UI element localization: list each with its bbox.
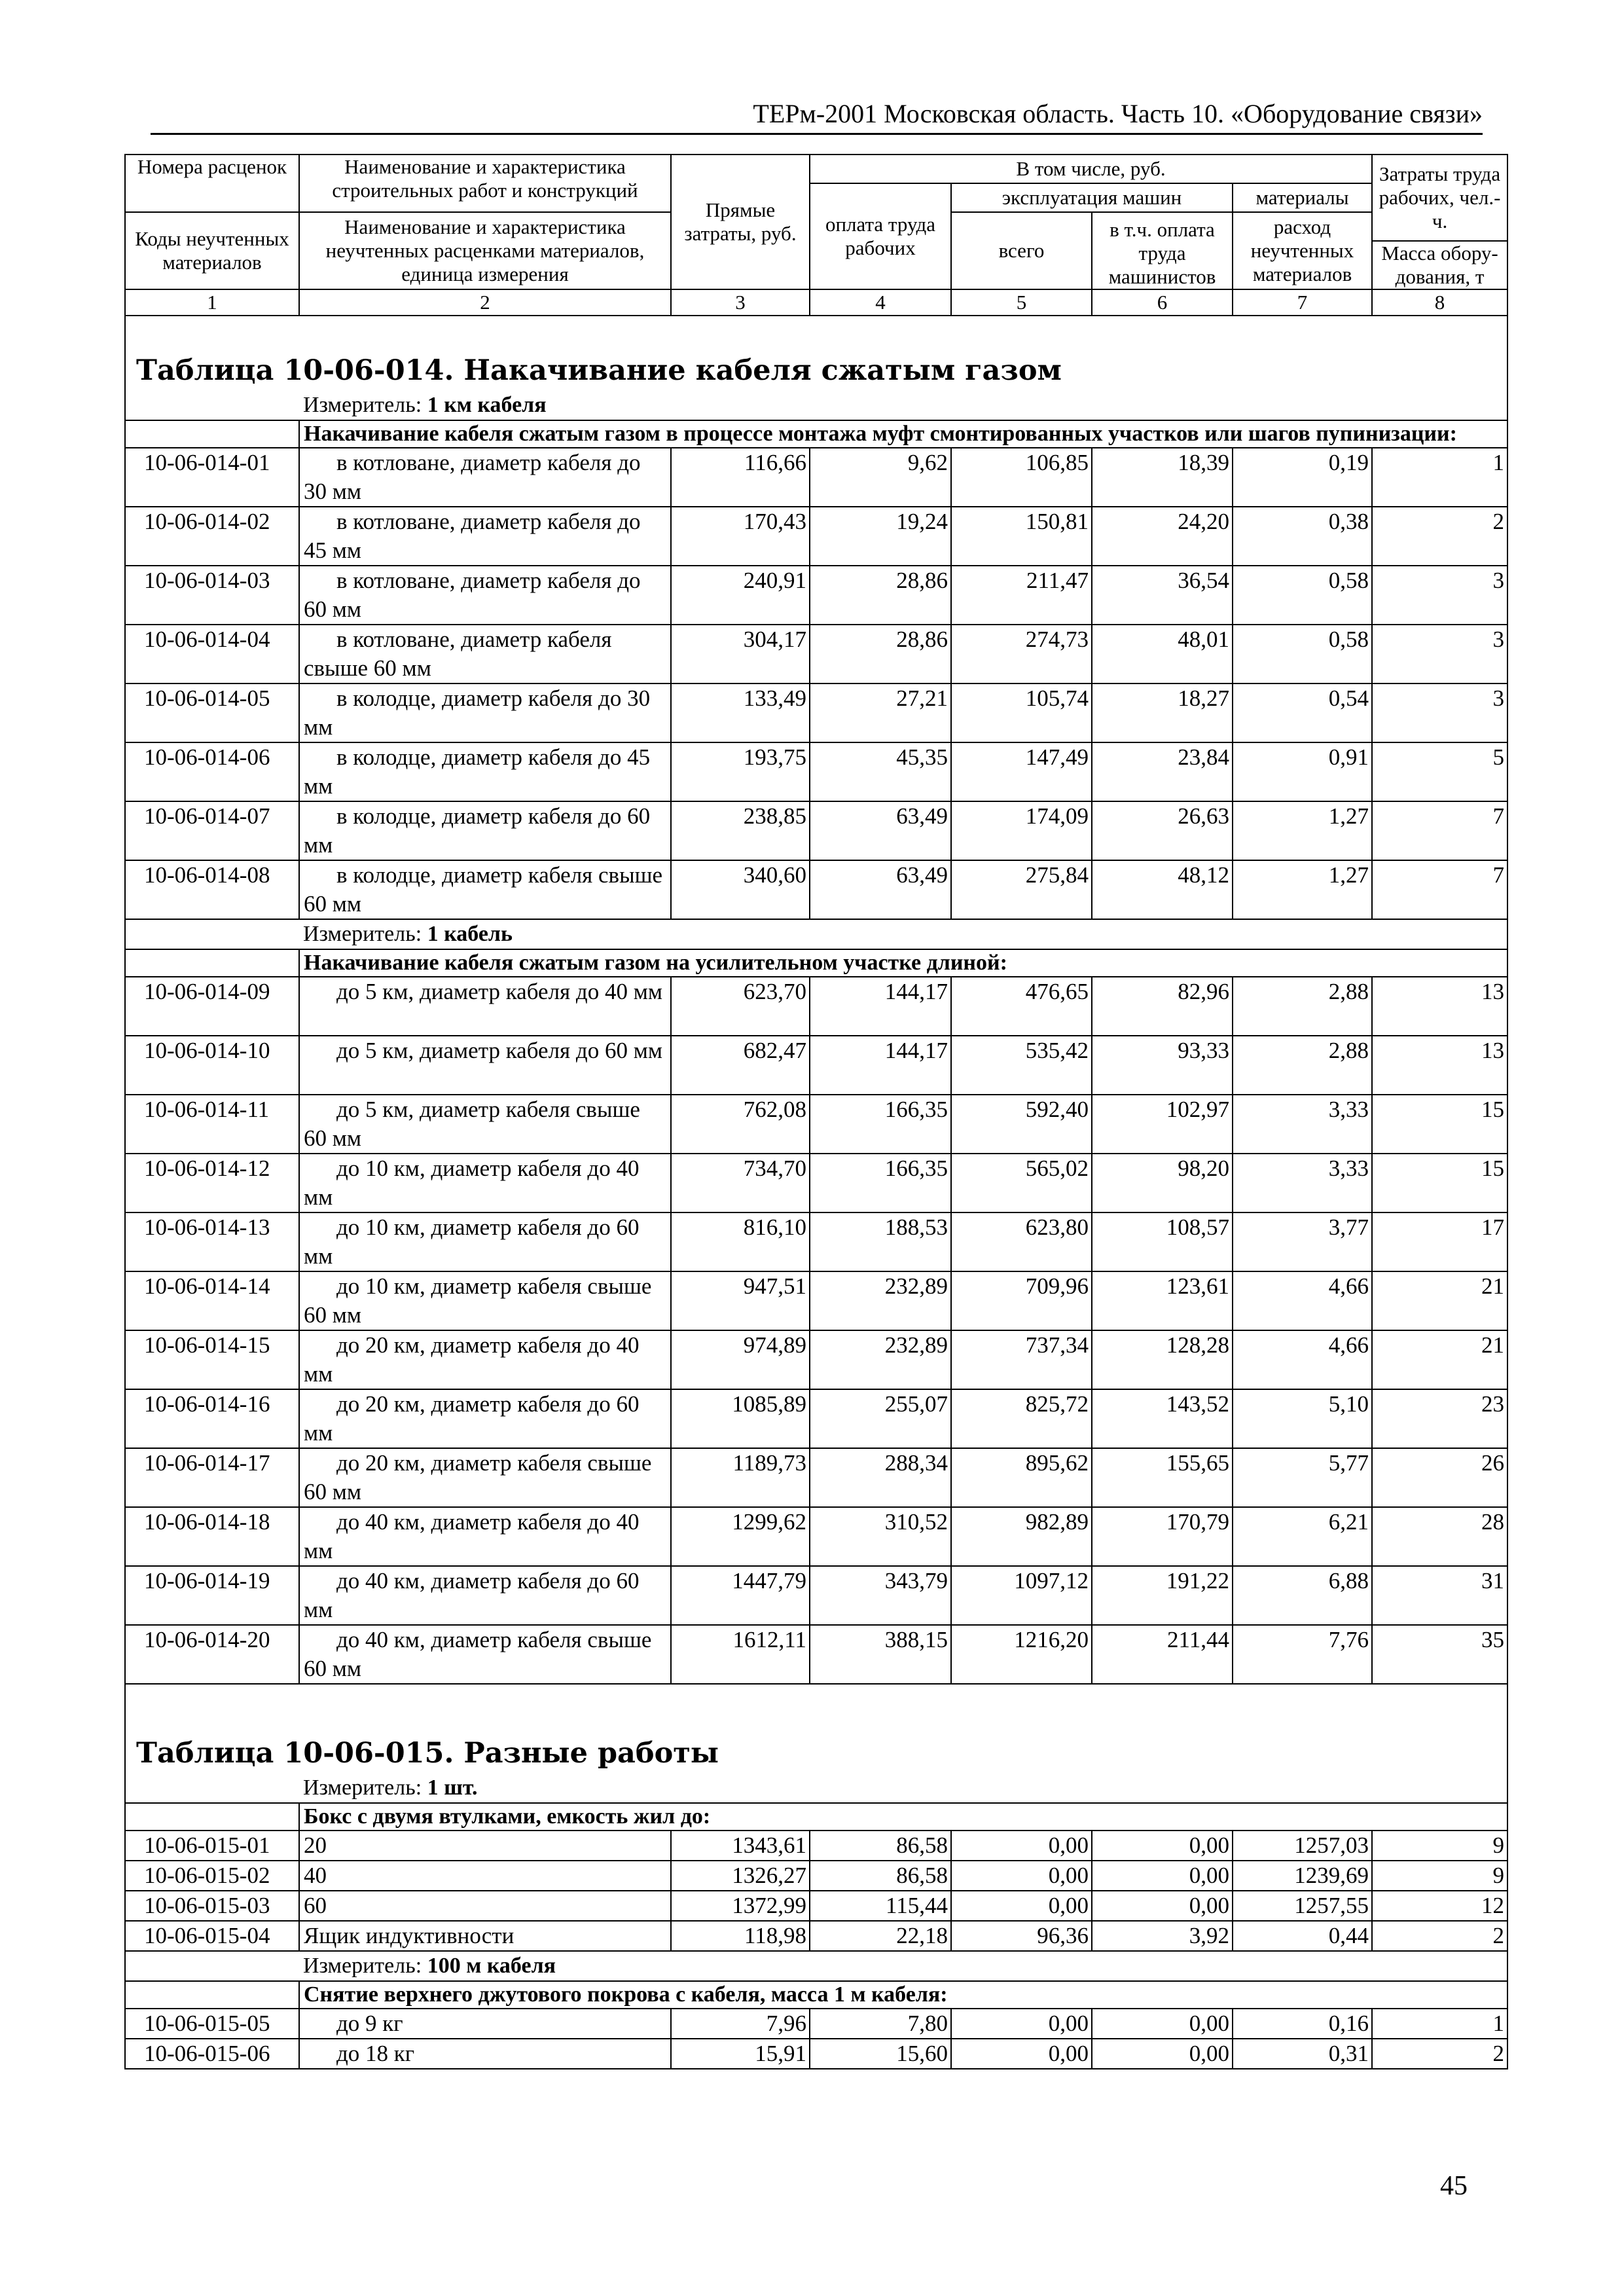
cell-rate-code: 10-06-014-17 bbox=[125, 1448, 299, 1507]
cell-workers-pay: 9,62 bbox=[810, 448, 951, 507]
cell-work-name: в котловане, диаметр кабеля до 30 мм bbox=[299, 448, 671, 507]
cell-work-name: в котловане, диаметр кабеля до 45 мм bbox=[299, 507, 671, 566]
cell-materials: 1,27 bbox=[1233, 860, 1372, 919]
section-heading: Накачивание кабеля сжатым газом в процессе монтажа муфт смонтированных участков или шагов пупинизации: bbox=[299, 420, 1507, 448]
cell-machines-total: 0,00 bbox=[951, 1831, 1092, 1861]
cell-work-name: в колодце, диаметр кабеля свыше 60 мм bbox=[299, 860, 671, 919]
cell-direct-costs: 974,89 bbox=[671, 1330, 810, 1389]
cell-labor: 23 bbox=[1372, 1389, 1507, 1448]
cell-direct-costs: 1085,89 bbox=[671, 1389, 810, 1448]
cell-workers-pay: 15,60 bbox=[810, 2039, 951, 2069]
col-header-including: В том числе, руб. bbox=[810, 155, 1372, 183]
cell-labor: 2 bbox=[1372, 2039, 1507, 2069]
cell-machinists-pay: 143,52 bbox=[1092, 1389, 1233, 1448]
section-heading: Снятие верхнего джутового покрова с кабеля, масса 1 м кабеля: bbox=[299, 1981, 1507, 2009]
table-row bbox=[125, 1891, 1507, 1921]
cell-machines-total: 0,00 bbox=[951, 2039, 1092, 2069]
cell-machinists-pay: 23,84 bbox=[1092, 742, 1233, 801]
cell-materials: 3,77 bbox=[1233, 1212, 1372, 1271]
table-row bbox=[125, 1566, 1507, 1625]
cell-direct-costs: 118,98 bbox=[671, 1921, 810, 1951]
column-numbers-row bbox=[125, 289, 1507, 316]
cell-work-name: 60 bbox=[299, 1891, 671, 1921]
cell-materials: 1239,69 bbox=[1233, 1861, 1372, 1891]
cell-direct-costs: 1299,62 bbox=[671, 1507, 810, 1566]
cell-rate-code: 10-06-014-05 bbox=[125, 683, 299, 742]
table-row bbox=[125, 1861, 1507, 1891]
col-header-materials-spend: расход неучтенных материалов bbox=[1233, 212, 1372, 289]
section-heading: Накачивание кабеля сжатым газом на усилительном участке длиной: bbox=[299, 949, 1507, 977]
cell-work-name: до 9 кг bbox=[299, 2009, 671, 2039]
cell-work-name: в котловане, диаметр кабеля свыше 60 мм bbox=[299, 625, 671, 683]
table-row bbox=[125, 801, 1507, 860]
cell-materials: 5,10 bbox=[1233, 1389, 1372, 1448]
cell-direct-costs: 193,75 bbox=[671, 742, 810, 801]
cell-work-name: в колодце, диаметр кабеля до 45 мм bbox=[299, 742, 671, 801]
cell-rate-code: 10-06-014-20 bbox=[125, 1625, 299, 1684]
cell-labor: 28 bbox=[1372, 1507, 1507, 1566]
cell-machines-total: 275,84 bbox=[951, 860, 1092, 919]
cell-materials: 7,76 bbox=[1233, 1625, 1372, 1684]
page-number: 45 bbox=[1440, 2171, 1468, 2201]
unit-of-measure: Измеритель: 100 м кабеля bbox=[299, 1951, 1507, 1981]
cell-workers-pay: 255,07 bbox=[810, 1389, 951, 1448]
col-number: 6 bbox=[1092, 289, 1233, 316]
cell-rate-code: 10-06-015-01 bbox=[125, 1831, 299, 1861]
table-row bbox=[125, 1330, 1507, 1389]
table-title: Таблица 10-06-015. Разные работы bbox=[125, 1730, 1507, 1774]
cell-labor: 2 bbox=[1372, 507, 1507, 566]
cell-machinists-pay: 155,65 bbox=[1092, 1448, 1233, 1507]
cell-work-name: до 10 км, диаметр кабеля до 40 мм bbox=[299, 1154, 671, 1212]
cell-machinists-pay: 36,54 bbox=[1092, 566, 1233, 625]
cell-materials: 1,27 bbox=[1233, 801, 1372, 860]
cell-rate-code: 10-06-014-02 bbox=[125, 507, 299, 566]
cell-direct-costs: 1326,27 bbox=[671, 1861, 810, 1891]
rates-table bbox=[124, 154, 1508, 2069]
cell-materials: 4,66 bbox=[1233, 1271, 1372, 1330]
cell-rate-code: 10-06-014-16 bbox=[125, 1389, 299, 1448]
cell-work-name: 40 bbox=[299, 1861, 671, 1891]
cell-work-name: 20 bbox=[299, 1831, 671, 1861]
cell-materials: 0,58 bbox=[1233, 625, 1372, 683]
col-number: 2 bbox=[299, 289, 671, 316]
cell-workers-pay: 310,52 bbox=[810, 1507, 951, 1566]
cell-workers-pay: 63,49 bbox=[810, 801, 951, 860]
cell-rate-code: 10-06-015-03 bbox=[125, 1891, 299, 1921]
cell-materials: 2,88 bbox=[1233, 977, 1372, 1036]
cell-labor: 3 bbox=[1372, 566, 1507, 625]
cell-work-name: до 5 км, диаметр кабеля до 40 мм bbox=[299, 977, 671, 1036]
cell-machinists-pay: 18,39 bbox=[1092, 448, 1233, 507]
cell-workers-pay: 166,35 bbox=[810, 1154, 951, 1212]
table-row bbox=[125, 1921, 1507, 1951]
cell-materials: 0,19 bbox=[1233, 448, 1372, 507]
cell-materials: 0,38 bbox=[1233, 507, 1372, 566]
col-header-machines-total: всего bbox=[951, 212, 1092, 289]
cell-labor: 9 bbox=[1372, 1831, 1507, 1861]
cell-materials: 6,21 bbox=[1233, 1507, 1372, 1566]
cell-materials: 5,77 bbox=[1233, 1448, 1372, 1507]
cell-direct-costs: 1612,11 bbox=[671, 1625, 810, 1684]
cell-direct-costs: 340,60 bbox=[671, 860, 810, 919]
table-row bbox=[125, 448, 1507, 507]
cell-work-name: до 10 км, диаметр кабеля до 60 мм bbox=[299, 1212, 671, 1271]
cell-machines-total: 709,96 bbox=[951, 1271, 1092, 1330]
cell-direct-costs: 1372,99 bbox=[671, 1891, 810, 1921]
table-row bbox=[125, 742, 1507, 801]
table-row bbox=[125, 1831, 1507, 1861]
cell-labor: 13 bbox=[1372, 977, 1507, 1036]
cell-machinists-pay: 108,57 bbox=[1092, 1212, 1233, 1271]
cell-machinists-pay: 128,28 bbox=[1092, 1330, 1233, 1389]
cell-machinists-pay: 0,00 bbox=[1092, 2039, 1233, 2069]
cell-machines-total: 476,65 bbox=[951, 977, 1092, 1036]
cell-labor: 1 bbox=[1372, 448, 1507, 507]
cell-work-name: до 40 км, диаметр кабеля до 60 мм bbox=[299, 1566, 671, 1625]
cell-labor: 15 bbox=[1372, 1154, 1507, 1212]
cell-labor: 21 bbox=[1372, 1330, 1507, 1389]
table-row bbox=[125, 1095, 1507, 1154]
cell-workers-pay: 86,58 bbox=[810, 1831, 951, 1861]
cell-direct-costs: 762,08 bbox=[671, 1095, 810, 1154]
cell-rate-code: 10-06-014-10 bbox=[125, 1036, 299, 1095]
table-row bbox=[125, 1154, 1507, 1212]
cell-machinists-pay: 3,92 bbox=[1092, 1921, 1233, 1951]
cell-work-name: до 18 кг bbox=[299, 2039, 671, 2069]
table-row bbox=[125, 1389, 1507, 1448]
cell-materials: 0,58 bbox=[1233, 566, 1372, 625]
table-row bbox=[125, 2009, 1507, 2039]
cell-machinists-pay: 18,27 bbox=[1092, 683, 1233, 742]
cell-labor: 15 bbox=[1372, 1095, 1507, 1154]
cell-rate-code: 10-06-014-06 bbox=[125, 742, 299, 801]
cell-work-name: до 40 км, диаметр кабеля до 40 мм bbox=[299, 1507, 671, 1566]
col-number: 8 bbox=[1372, 289, 1507, 316]
cell-machinists-pay: 93,33 bbox=[1092, 1036, 1233, 1095]
cell-machines-total: 1097,12 bbox=[951, 1566, 1092, 1625]
col-header-machinists-pay: в т.ч. оплата труда машинистов bbox=[1092, 212, 1233, 289]
cell-direct-costs: 170,43 bbox=[671, 507, 810, 566]
cell-machines-total: 982,89 bbox=[951, 1507, 1092, 1566]
cell-materials: 3,33 bbox=[1233, 1154, 1372, 1212]
cell-workers-pay: 86,58 bbox=[810, 1861, 951, 1891]
col-header-work-name: Наименование и характеристика строительных работ и конструкций bbox=[299, 155, 671, 212]
cell-rate-code: 10-06-014-12 bbox=[125, 1154, 299, 1212]
cell-labor: 7 bbox=[1372, 801, 1507, 860]
cell-rate-code: 10-06-015-04 bbox=[125, 1921, 299, 1951]
cell-machines-total: 535,42 bbox=[951, 1036, 1092, 1095]
cell-work-name: до 5 км, диаметр кабеля свыше 60 мм bbox=[299, 1095, 671, 1154]
table-row bbox=[125, 2039, 1507, 2069]
cell-machines-total: 147,49 bbox=[951, 742, 1092, 801]
cell-machines-total: 0,00 bbox=[951, 1861, 1092, 1891]
cell-workers-pay: 27,21 bbox=[810, 683, 951, 742]
cell-workers-pay: 232,89 bbox=[810, 1271, 951, 1330]
table-row bbox=[125, 860, 1507, 919]
cell-machinists-pay: 26,63 bbox=[1092, 801, 1233, 860]
cell-machinists-pay: 48,12 bbox=[1092, 860, 1233, 919]
rates-table-wrapper bbox=[124, 154, 1507, 2069]
cell-work-name: до 20 км, диаметр кабеля до 40 мм bbox=[299, 1330, 671, 1389]
table-title: Таблица 10-06-014. Накачивание кабеля сжатым газом bbox=[125, 348, 1507, 391]
cell-labor: 3 bbox=[1372, 683, 1507, 742]
col-header-labor: Затраты труда рабочих, чел.-ч. bbox=[1372, 155, 1507, 241]
cell-direct-costs: 734,70 bbox=[671, 1154, 810, 1212]
table-row bbox=[125, 1212, 1507, 1271]
cell-workers-pay: 115,44 bbox=[810, 1891, 951, 1921]
cell-machines-total: 150,81 bbox=[951, 507, 1092, 566]
cell-materials: 2,88 bbox=[1233, 1036, 1372, 1095]
cell-workers-pay: 288,34 bbox=[810, 1448, 951, 1507]
cell-work-name: до 5 км, диаметр кабеля до 60 мм bbox=[299, 1036, 671, 1095]
cell-materials: 6,88 bbox=[1233, 1566, 1372, 1625]
unit-of-measure: Измеритель: 1 км кабеля bbox=[299, 391, 1507, 420]
cell-workers-pay: 22,18 bbox=[810, 1921, 951, 1951]
cell-labor: 26 bbox=[1372, 1448, 1507, 1507]
cell-materials: 0,91 bbox=[1233, 742, 1372, 801]
cell-machines-total: 96,36 bbox=[951, 1921, 1092, 1951]
col-header-workers-pay: оплата труда рабочих bbox=[810, 183, 951, 289]
table-row bbox=[125, 625, 1507, 683]
page-header: ТЕРм-2001 Московская область. Часть 10. «Оборудование связи» bbox=[151, 98, 1483, 135]
cell-labor: 5 bbox=[1372, 742, 1507, 801]
cell-machines-total: 623,80 bbox=[951, 1212, 1092, 1271]
col-number: 5 bbox=[951, 289, 1092, 316]
col-header-rate-numbers: Номера расценок bbox=[125, 155, 299, 212]
cell-materials: 0,54 bbox=[1233, 683, 1372, 742]
cell-direct-costs: 682,47 bbox=[671, 1036, 810, 1095]
cell-machinists-pay: 191,22 bbox=[1092, 1566, 1233, 1625]
cell-direct-costs: 304,17 bbox=[671, 625, 810, 683]
cell-direct-costs: 116,66 bbox=[671, 448, 810, 507]
unit-of-measure: Измеритель: 1 шт. bbox=[299, 1774, 1507, 1803]
cell-direct-costs: 816,10 bbox=[671, 1212, 810, 1271]
col-header-material-codes: Коды неучтенных материалов bbox=[125, 212, 299, 289]
cell-rate-code: 10-06-015-06 bbox=[125, 2039, 299, 2069]
cell-direct-costs: 623,70 bbox=[671, 977, 810, 1036]
cell-rate-code: 10-06-014-15 bbox=[125, 1330, 299, 1389]
cell-machines-total: 0,00 bbox=[951, 1891, 1092, 1921]
cell-machines-total: 737,34 bbox=[951, 1330, 1092, 1389]
cell-workers-pay: 45,35 bbox=[810, 742, 951, 801]
cell-rate-code: 10-06-014-04 bbox=[125, 625, 299, 683]
cell-rate-code: 10-06-014-03 bbox=[125, 566, 299, 625]
cell-workers-pay: 28,86 bbox=[810, 625, 951, 683]
cell-machinists-pay: 0,00 bbox=[1092, 1861, 1233, 1891]
cell-direct-costs: 1447,79 bbox=[671, 1566, 810, 1625]
cell-machinists-pay: 0,00 bbox=[1092, 2009, 1233, 2039]
cell-machines-total: 0,00 bbox=[951, 2009, 1092, 2039]
cell-machines-total: 825,72 bbox=[951, 1389, 1092, 1448]
cell-workers-pay: 388,15 bbox=[810, 1625, 951, 1684]
cell-labor: 9 bbox=[1372, 1861, 1507, 1891]
col-number: 4 bbox=[810, 289, 951, 316]
col-header-material-name: Наименование и характеристика неучтенных расценками материалов, единица измерения bbox=[299, 212, 671, 289]
cell-workers-pay: 7,80 bbox=[810, 2009, 951, 2039]
cell-labor: 12 bbox=[1372, 1891, 1507, 1921]
cell-materials: 0,31 bbox=[1233, 2039, 1372, 2069]
col-header-mass: Масса обору-дования, т bbox=[1372, 241, 1507, 289]
unit-of-measure: Измеритель: 1 кабель bbox=[299, 919, 1507, 949]
col-number: 3 bbox=[671, 289, 810, 316]
cell-materials: 0,16 bbox=[1233, 2009, 1372, 2039]
cell-direct-costs: 133,49 bbox=[671, 683, 810, 742]
cell-machinists-pay: 170,79 bbox=[1092, 1507, 1233, 1566]
cell-workers-pay: 343,79 bbox=[810, 1566, 951, 1625]
col-number: 7 bbox=[1233, 289, 1372, 316]
cell-work-name: в колодце, диаметр кабеля до 30 мм bbox=[299, 683, 671, 742]
table-row bbox=[125, 566, 1507, 625]
cell-machines-total: 592,40 bbox=[951, 1095, 1092, 1154]
cell-machinists-pay: 82,96 bbox=[1092, 977, 1233, 1036]
cell-direct-costs: 1343,61 bbox=[671, 1831, 810, 1861]
cell-work-name: в котловане, диаметр кабеля до 60 мм bbox=[299, 566, 671, 625]
cell-workers-pay: 144,17 bbox=[810, 1036, 951, 1095]
cell-machines-total: 895,62 bbox=[951, 1448, 1092, 1507]
cell-machinists-pay: 0,00 bbox=[1092, 1891, 1233, 1921]
cell-direct-costs: 1189,73 bbox=[671, 1448, 810, 1507]
cell-rate-code: 10-06-014-11 bbox=[125, 1095, 299, 1154]
cell-rate-code: 10-06-014-14 bbox=[125, 1271, 299, 1330]
cell-labor: 31 bbox=[1372, 1566, 1507, 1625]
col-number: 1 bbox=[125, 289, 299, 316]
cell-work-name: в колодце, диаметр кабеля до 60 мм bbox=[299, 801, 671, 860]
cell-rate-code: 10-06-014-18 bbox=[125, 1507, 299, 1566]
cell-workers-pay: 144,17 bbox=[810, 977, 951, 1036]
table-row bbox=[125, 977, 1507, 1036]
col-header-machines: эксплуатация машин bbox=[951, 183, 1233, 212]
cell-rate-code: 10-06-014-13 bbox=[125, 1212, 299, 1271]
cell-machinists-pay: 211,44 bbox=[1092, 1625, 1233, 1684]
col-header-direct-costs: Прямые затраты, руб. bbox=[671, 155, 810, 289]
table-row bbox=[125, 507, 1507, 566]
table-row bbox=[125, 1507, 1507, 1566]
cell-direct-costs: 947,51 bbox=[671, 1271, 810, 1330]
cell-machinists-pay: 48,01 bbox=[1092, 625, 1233, 683]
cell-work-name: до 20 км, диаметр кабеля до 60 мм bbox=[299, 1389, 671, 1448]
cell-machines-total: 565,02 bbox=[951, 1154, 1092, 1212]
cell-work-name: до 10 км, диаметр кабеля свыше 60 мм bbox=[299, 1271, 671, 1330]
cell-work-name: Ящик индуктивности bbox=[299, 1921, 671, 1951]
cell-work-name: до 20 км, диаметр кабеля свыше 60 мм bbox=[299, 1448, 671, 1507]
cell-machinists-pay: 98,20 bbox=[1092, 1154, 1233, 1212]
cell-machinists-pay: 123,61 bbox=[1092, 1271, 1233, 1330]
cell-materials: 0,44 bbox=[1233, 1921, 1372, 1951]
cell-machines-total: 1216,20 bbox=[951, 1625, 1092, 1684]
cell-rate-code: 10-06-015-02 bbox=[125, 1861, 299, 1891]
cell-work-name: до 40 км, диаметр кабеля свыше 60 мм bbox=[299, 1625, 671, 1684]
cell-rate-code: 10-06-014-19 bbox=[125, 1566, 299, 1625]
table-row bbox=[125, 1625, 1507, 1684]
cell-workers-pay: 63,49 bbox=[810, 860, 951, 919]
cell-labor: 17 bbox=[1372, 1212, 1507, 1271]
col-header-materials: материалы bbox=[1233, 183, 1372, 212]
table-row bbox=[125, 1448, 1507, 1507]
cell-labor: 13 bbox=[1372, 1036, 1507, 1095]
cell-machinists-pay: 24,20 bbox=[1092, 507, 1233, 566]
cell-workers-pay: 166,35 bbox=[810, 1095, 951, 1154]
cell-rate-code: 10-06-014-09 bbox=[125, 977, 299, 1036]
cell-machines-total: 105,74 bbox=[951, 683, 1092, 742]
cell-workers-pay: 28,86 bbox=[810, 566, 951, 625]
cell-materials: 3,33 bbox=[1233, 1095, 1372, 1154]
cell-machines-total: 211,47 bbox=[951, 566, 1092, 625]
cell-workers-pay: 188,53 bbox=[810, 1212, 951, 1271]
table-row bbox=[125, 1271, 1507, 1330]
cell-direct-costs: 238,85 bbox=[671, 801, 810, 860]
cell-workers-pay: 232,89 bbox=[810, 1330, 951, 1389]
cell-direct-costs: 7,96 bbox=[671, 2009, 810, 2039]
cell-direct-costs: 15,91 bbox=[671, 2039, 810, 2069]
cell-machinists-pay: 0,00 bbox=[1092, 1831, 1233, 1861]
cell-machines-total: 274,73 bbox=[951, 625, 1092, 683]
cell-materials: 1257,03 bbox=[1233, 1831, 1372, 1861]
cell-labor: 35 bbox=[1372, 1625, 1507, 1684]
cell-labor: 2 bbox=[1372, 1921, 1507, 1951]
cell-direct-costs: 240,91 bbox=[671, 566, 810, 625]
cell-labor: 7 bbox=[1372, 860, 1507, 919]
cell-labor: 3 bbox=[1372, 625, 1507, 683]
table-row bbox=[125, 1036, 1507, 1095]
cell-rate-code: 10-06-014-01 bbox=[125, 448, 299, 507]
cell-labor: 1 bbox=[1372, 2009, 1507, 2039]
cell-materials: 4,66 bbox=[1233, 1330, 1372, 1389]
cell-rate-code: 10-06-014-08 bbox=[125, 860, 299, 919]
cell-workers-pay: 19,24 bbox=[810, 507, 951, 566]
cell-machines-total: 106,85 bbox=[951, 448, 1092, 507]
cell-machinists-pay: 102,97 bbox=[1092, 1095, 1233, 1154]
cell-materials: 1257,55 bbox=[1233, 1891, 1372, 1921]
section-heading: Бокс с двумя втулками, емкость жил до: bbox=[299, 1803, 1507, 1831]
cell-machines-total: 174,09 bbox=[951, 801, 1092, 860]
cell-rate-code: 10-06-015-05 bbox=[125, 2009, 299, 2039]
table-row bbox=[125, 683, 1507, 742]
cell-rate-code: 10-06-014-07 bbox=[125, 801, 299, 860]
cell-labor: 21 bbox=[1372, 1271, 1507, 1330]
